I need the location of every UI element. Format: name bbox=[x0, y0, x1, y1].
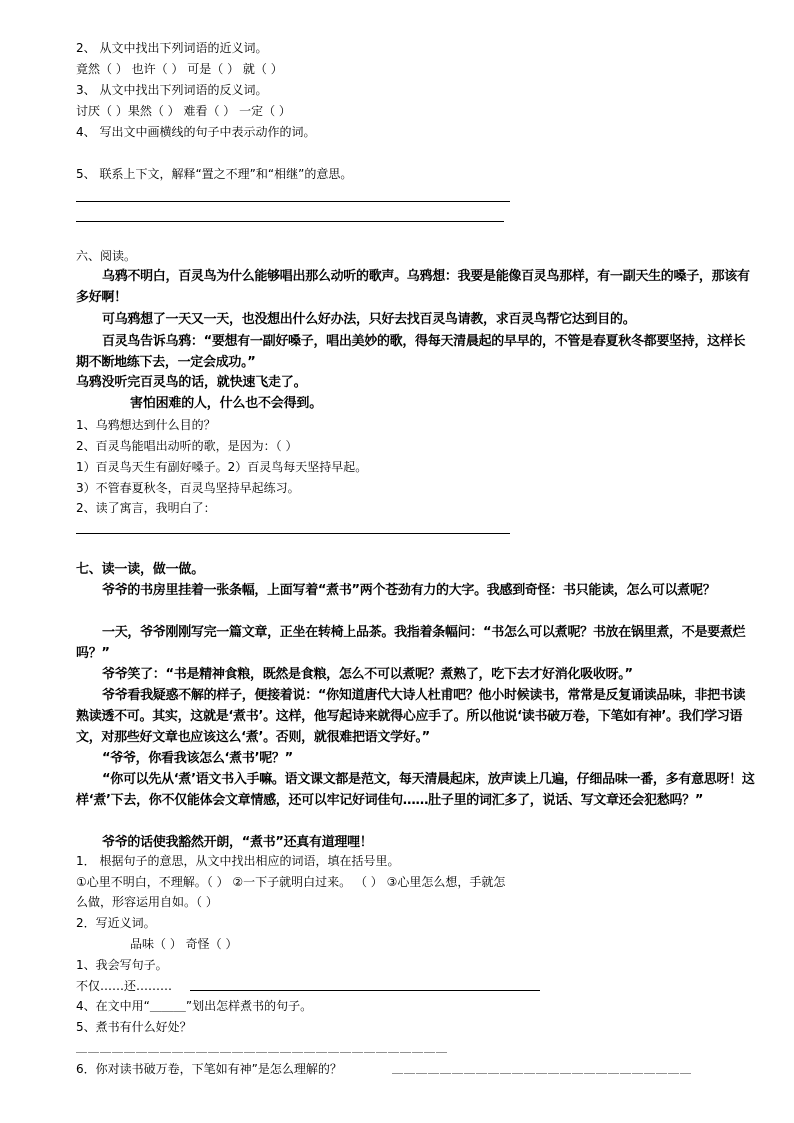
question-6: 6．你对读书破万卷，下笔如有神”是怎么理解的？ bbox=[76, 1062, 342, 1076]
option-line: 3）不管春夏秋冬，百灵鸟坚持早起练习。 bbox=[76, 481, 300, 495]
question-1: 1． 根据句子的意思，从文中找出相应的词语，填在括号里。 bbox=[76, 854, 400, 868]
reading-paragraph: 百灵鸟告诉乌鸦：“要想有一副好嗓子，唱出美妙的歌，得每天清晨起的早早的，不管是春夏秋冬都要坚持，这样长期不断地练下去，一定会成功。” bbox=[76, 334, 746, 370]
section-6-heading: 六、阅读。 bbox=[76, 249, 137, 263]
answer-line bbox=[76, 221, 504, 222]
option-line: 1）百灵鸟天生有副好嗓子。2）百灵鸟每天坚持早起。 bbox=[76, 460, 368, 474]
answer-line bbox=[76, 201, 510, 202]
question-3: 1、我会写句子。 bbox=[76, 958, 168, 972]
answer-line: ＿＿＿＿＿＿＿＿＿＿＿＿＿＿＿＿＿＿＿＿＿＿＿＿＿ bbox=[392, 1062, 692, 1075]
antonym-blanks: 讨厌（ ）果然（ ） 难看（ ） 一定（ ） bbox=[76, 104, 291, 118]
question-1: 1、乌鸦想达到什么目的？ bbox=[76, 418, 216, 432]
question-1-items: ①心里不明白，不理解。（ ） ②一下子就明白过来。 （ ） ③心里怎么想，手就怎 bbox=[76, 875, 506, 889]
sentence-pattern: 不仅……还……… bbox=[76, 979, 173, 993]
question-3: 3、 从文中找出下列词语的反义词。 bbox=[76, 83, 268, 97]
answer-line: ＿＿＿＿＿＿＿＿＿＿＿＿＿＿＿＿＿＿＿＿＿＿＿＿＿＿＿＿＿＿＿ bbox=[76, 1041, 448, 1054]
question-2: 2、 从文中找出下列词语的近义词。 bbox=[76, 41, 268, 55]
question-1-items: 么做，形容运用自如。（ ） bbox=[76, 895, 218, 909]
question-5: 5、煮书有什么好处？ bbox=[76, 1020, 192, 1034]
moral: 害怕困难的人，什么也不会得到。 bbox=[130, 396, 323, 411]
question-5: 5、 联系上下文，解释“置之不理”和“相继”的意思。 bbox=[76, 167, 353, 181]
story-paragraph: 爷爷的书房里挂着一张条幅，上面写着“煮书”两个苍劲有力的大字。我感到奇怪：书只能读，怎么可以煮呢？ bbox=[102, 583, 716, 598]
reading-paragraph: 可乌鸦想了一天又一天，也没想出什么好办法，只好去找百灵鸟请教，求百灵鸟帮它达到目的。 bbox=[102, 312, 636, 327]
answer-line bbox=[76, 533, 510, 534]
story-paragraph: 爷爷的话使我豁然开朗，“煮书”还真有道理哩！ bbox=[102, 835, 373, 850]
question-4: 4、 写出文中画横线的句子中表示动作的词。 bbox=[76, 125, 316, 139]
question-3: 2、读了寓言，我明白了： bbox=[76, 501, 216, 515]
story-paragraph: 爷爷看我疑惑不解的样子，便接着说：“你知道唐代大诗人杜甫吧？他小时候读书，常常是反复诵读品味，非把书读熟读透不可。其实，这就是‘煮书’。这样，他写起诗来就得心应手了。所以他说‘读书破万卷，下笔如有神’。我们学习语文，对那些好文章也应该这么‘煮’。否则，就很难把语文学好。” bbox=[76, 688, 746, 745]
story-paragraph: “爷爷，你看我该怎么‘煮书’呢？” bbox=[102, 751, 293, 766]
synonym-blanks: 品味（ ） 奇怪（ ） bbox=[130, 937, 238, 951]
story-paragraph: 一天，爷爷刚刚写完一篇文章，正坐在转椅上品茶。我指着条幅问：“书怎么可以煮呢？书放在锅里煮，不是要煮烂吗？” bbox=[76, 625, 746, 661]
question-2: 2、百灵鸟能唱出动听的歌，是因为：（ ） bbox=[76, 439, 298, 453]
answer-line bbox=[190, 990, 540, 991]
question-2: 2．写近义词。 bbox=[76, 916, 156, 930]
question-4: 4、在文中用“＿＿＿”划出怎样煮书的句子。 bbox=[76, 999, 313, 1013]
reading-paragraph: 乌鸦不明白，百灵鸟为什么能够唱出那么动听的歌声。乌鸦想：我要是能像百灵鸟那样，有一副天生的嗓子，那该有多好啊！ bbox=[76, 269, 750, 305]
reading-paragraph: 乌鸦没听完百灵鸟的话，就快速飞走了。 bbox=[76, 375, 307, 390]
section-7-heading: 七、读一读，做一做。 bbox=[76, 562, 205, 577]
story-paragraph: “你可以先从‘煮’语文书入手嘛。语文课文都是范文，每天清晨起床，放声读上几遍，仔细品味一番，多有意思呀！这样‘煮’下去，你不仅能体会文章情感，还可以牢记好词佳句……肚子里的词汇多了，说话、写文章还会犯愁吗？” bbox=[76, 772, 755, 808]
story-paragraph: 爷爷笑了：“书是精神食粮，既然是食粮，怎么不可以煮呢？煮熟了，吃下去才好消化吸收呀。” bbox=[102, 667, 633, 682]
synonym-blanks: 竟然（ ） 也许（ ） 可是（ ） 就（ ） bbox=[76, 62, 283, 76]
